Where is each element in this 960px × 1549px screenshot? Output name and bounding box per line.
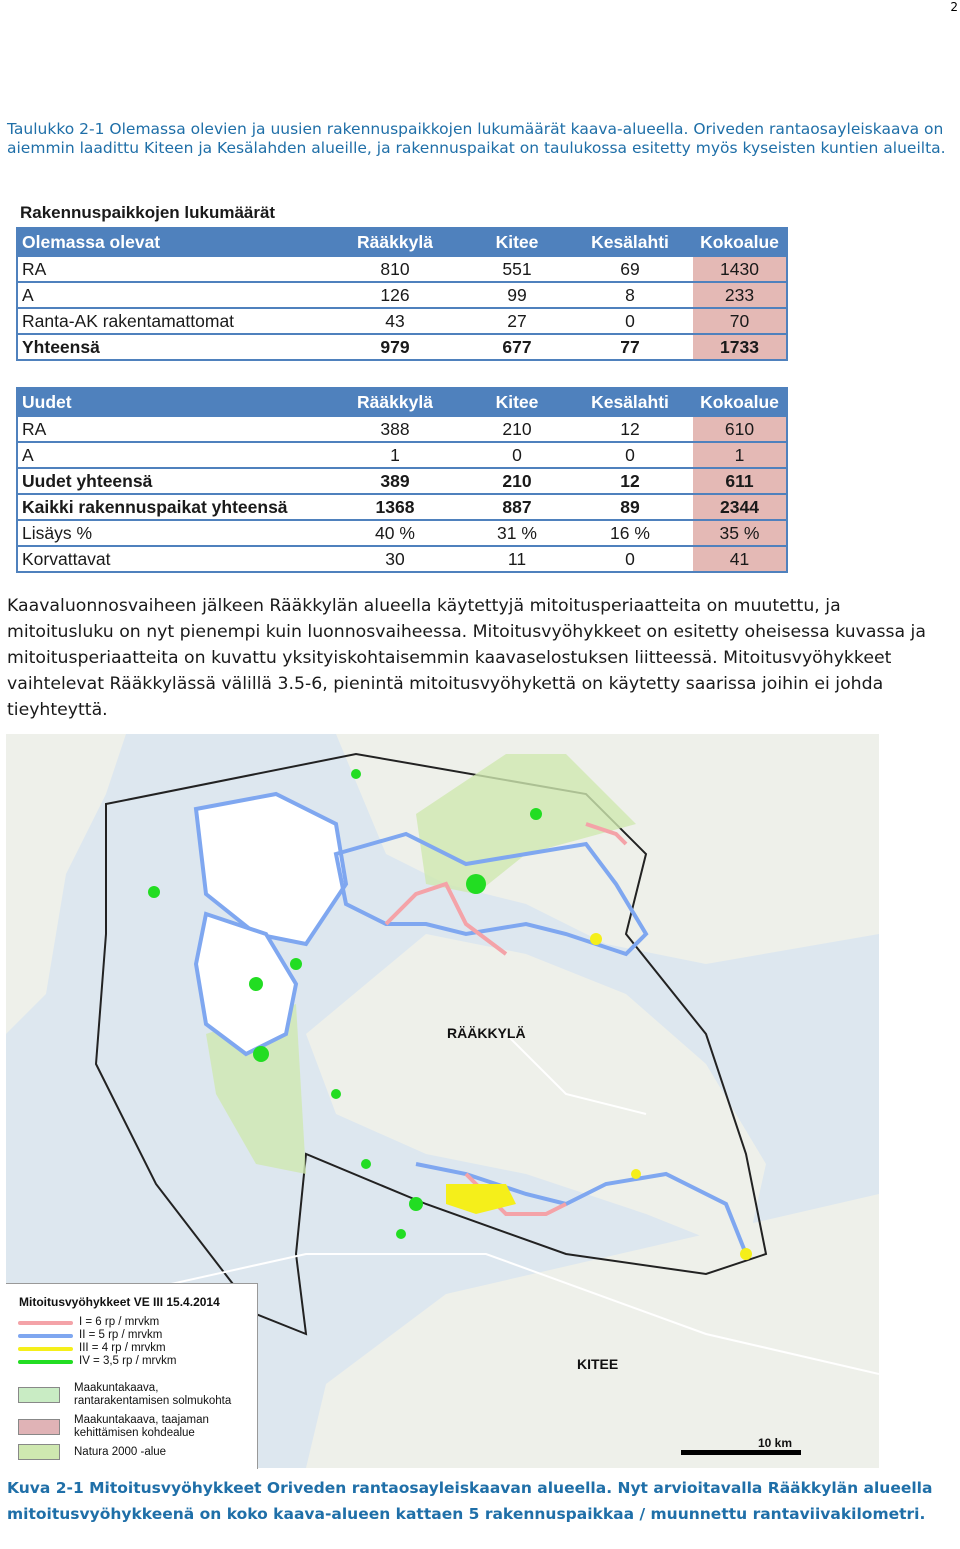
table-cell: 0 xyxy=(567,546,693,572)
table-row xyxy=(17,308,787,334)
zone-iv-island xyxy=(466,874,486,894)
table-cell: 887 xyxy=(467,494,567,520)
table-cell: 41 xyxy=(693,546,787,572)
table-cell: 70 xyxy=(693,308,787,334)
map-label-kitee: KITEE xyxy=(577,1356,619,1372)
table-cell: 77 xyxy=(567,334,693,360)
table-cell: 12 xyxy=(567,468,693,494)
table-cell: 388 xyxy=(323,416,467,442)
table-row xyxy=(17,442,787,468)
zone-iii-area xyxy=(740,1248,752,1260)
table-cell: 210 xyxy=(467,468,567,494)
zone-iv-island xyxy=(396,1229,406,1239)
legend-label: I = 6 rp / mrvkm xyxy=(79,1316,160,1328)
legend-label: IV = 3,5 rp / mrvkm xyxy=(79,1355,177,1367)
page-number: 2 xyxy=(950,0,958,14)
table-cell: Uudet yhteensä xyxy=(17,468,323,494)
zone-iv-island xyxy=(249,977,263,991)
legend-label: III = 4 rp / mrvkm xyxy=(79,1342,166,1354)
column-header: Kesälahti xyxy=(567,228,693,256)
table-row xyxy=(17,282,787,308)
legend-label: Maakuntakaava, taajaman kehittämisen kohdealue xyxy=(74,1414,209,1439)
legend-line-swatch xyxy=(18,1347,73,1351)
table-cell: 979 xyxy=(323,334,467,360)
legend-line-swatch xyxy=(18,1360,73,1364)
scale-label: 10 km xyxy=(758,1436,793,1450)
map-legend xyxy=(6,1283,258,1469)
legend-label: Natura 2000 -alue xyxy=(74,1445,167,1458)
column-header: Rääkkylä xyxy=(323,388,467,416)
table-cell: RA xyxy=(17,256,323,282)
zone-iii-area xyxy=(590,933,602,945)
table-cell: 2344 xyxy=(693,494,787,520)
table-heading: Rakennuspaikkojen lukumäärät xyxy=(20,203,276,222)
table-cell: 31 % xyxy=(467,520,567,546)
table-cell: Kaikki rakennuspaikat yhteensä xyxy=(17,494,323,520)
legend-label: II = 5 rp / mrvkm xyxy=(79,1329,163,1341)
table-row xyxy=(17,494,787,520)
legend-line-swatch xyxy=(18,1334,73,1338)
table-cell: 11 xyxy=(467,546,567,572)
table-caption: Taulukko 2-1 Olemassa olevien ja uusien rakennuspaikkojen lukumäärät kaava-alueella. Oriveden rantaosayleiskaava on aiemmin laadittu Kiteen ja Kesälahden alueille, ja rakennuspaikat on taulukossa esitetty myös kyseisten kuntien alueilta. xyxy=(7,120,946,157)
scale-bar xyxy=(681,1450,801,1455)
table-cell: Ranta-AK rakentamattomat xyxy=(17,308,323,334)
legend-zone-item xyxy=(18,1342,166,1355)
new-building-sites-table xyxy=(16,387,788,573)
table-row xyxy=(17,256,787,282)
legend-box-swatch xyxy=(18,1444,60,1460)
column-header: Uudet xyxy=(17,388,323,416)
table-cell: 551 xyxy=(467,256,567,282)
legend-zone-item xyxy=(18,1329,162,1342)
table-cell: 1 xyxy=(323,442,467,468)
table-cell: 610 xyxy=(693,416,787,442)
legend-title: Mitoitusvyöhykkeet VE III 15.4.2014 xyxy=(19,1295,220,1309)
zone-iv-island xyxy=(409,1197,423,1211)
body-paragraph: Kaavaluonnosvaiheen jälkeen Rääkkylän alueella käytettyjä mitoitusperiaatteita on muutettu, ja mitoitusluku on nyt pienempi kuin luonnosvaiheessa. Mitoitusvyöhykkeet on esitetty oheisessa kuvassa ja mitoitusperiaatteita on kuvattu yksityiskohtaisemmin kaavaselostuksen liitteessä. Mitoitusvyöhykkeet vaihtelevat Rääkkylässä välillä 3.5-6, pienintä mitoitusvyöhykettä on käytetty saarissa joihin ei johda tieyhteyttä. xyxy=(7,596,926,720)
table-cell: 40 % xyxy=(323,520,467,546)
column-header: Kitee xyxy=(467,228,567,256)
table-cell: 16 % xyxy=(567,520,693,546)
table-cell: 89 xyxy=(567,494,693,520)
figure-caption: Kuva 2-1 Mitoitusvyöhykkeet Oriveden rantaosayleiskaavan alueella. Nyt arvioitavalla Rääkkylän alueella mitoitusvyöhykkeenä on koko kaava-alueen kattaen 5 rakennuspaikkaa / muunnettu rantaviivakilometri. xyxy=(7,1479,933,1523)
table-cell: Lisäys % xyxy=(17,520,323,546)
table-cell: 12 xyxy=(567,416,693,442)
table-cell: 1430 xyxy=(693,256,787,282)
zone-iv-island xyxy=(290,958,302,970)
table-cell: RA xyxy=(17,416,323,442)
table-row xyxy=(17,416,787,442)
table-row xyxy=(17,546,787,572)
table-cell: 126 xyxy=(323,282,467,308)
table-cell: 27 xyxy=(467,308,567,334)
zone-iv-island xyxy=(148,886,160,898)
zone-iv-island xyxy=(253,1046,269,1062)
column-header: Kitee xyxy=(467,388,567,416)
table-cell: 43 xyxy=(323,308,467,334)
table-row xyxy=(17,334,787,360)
table-cell: Yhteensä xyxy=(17,334,323,360)
table-cell: 677 xyxy=(467,334,567,360)
legend-area-item xyxy=(18,1382,249,1408)
table-header-row xyxy=(17,388,787,416)
column-header: Kokoalue xyxy=(693,228,787,256)
table-cell: 389 xyxy=(323,468,467,494)
zone-iv-island xyxy=(361,1159,371,1169)
zone-iv-island xyxy=(530,808,542,820)
table-cell: 0 xyxy=(567,442,693,468)
table-cell: 0 xyxy=(567,308,693,334)
legend-box-swatch xyxy=(18,1419,60,1435)
table-cell: 30 xyxy=(323,546,467,572)
zone-iii-area xyxy=(631,1169,641,1179)
table-row xyxy=(17,468,787,494)
table-cell: 1733 xyxy=(693,334,787,360)
legend-area-item xyxy=(18,1414,249,1440)
map-label-raakkyla: RÄÄKKYLÄ xyxy=(447,1025,526,1041)
table-cell: A xyxy=(17,442,323,468)
legend-zone-item xyxy=(18,1316,159,1329)
table-cell: 69 xyxy=(567,256,693,282)
column-header: Olemassa olevat xyxy=(17,228,323,256)
table-cell: 810 xyxy=(323,256,467,282)
table-cell: 99 xyxy=(467,282,567,308)
table-cell: Korvattavat xyxy=(17,546,323,572)
column-header: Rääkkylä xyxy=(323,228,467,256)
table-cell: 0 xyxy=(467,442,567,468)
legend-zone-item xyxy=(18,1355,176,1368)
legend-area-item xyxy=(18,1444,249,1460)
table-cell: 1 xyxy=(693,442,787,468)
table-row xyxy=(17,520,787,546)
legend-box-swatch xyxy=(18,1387,60,1403)
table-cell: 611 xyxy=(693,468,787,494)
table-header-row xyxy=(17,228,787,256)
table-cell: 1368 xyxy=(323,494,467,520)
column-header: Kokoalue xyxy=(693,388,787,416)
legend-line-swatch xyxy=(18,1321,73,1325)
table-cell: A xyxy=(17,282,323,308)
table-cell: 35 % xyxy=(693,520,787,546)
legend-label: Maakuntakaava, rantarakentamisen solmukohta xyxy=(74,1382,232,1407)
table-cell: 210 xyxy=(467,416,567,442)
table-cell: 8 xyxy=(567,282,693,308)
existing-building-sites-table xyxy=(16,227,788,361)
table-cell: 233 xyxy=(693,282,787,308)
zone-iv-island xyxy=(351,769,361,779)
zone-iv-island xyxy=(331,1089,341,1099)
column-header: Kesälahti xyxy=(567,388,693,416)
